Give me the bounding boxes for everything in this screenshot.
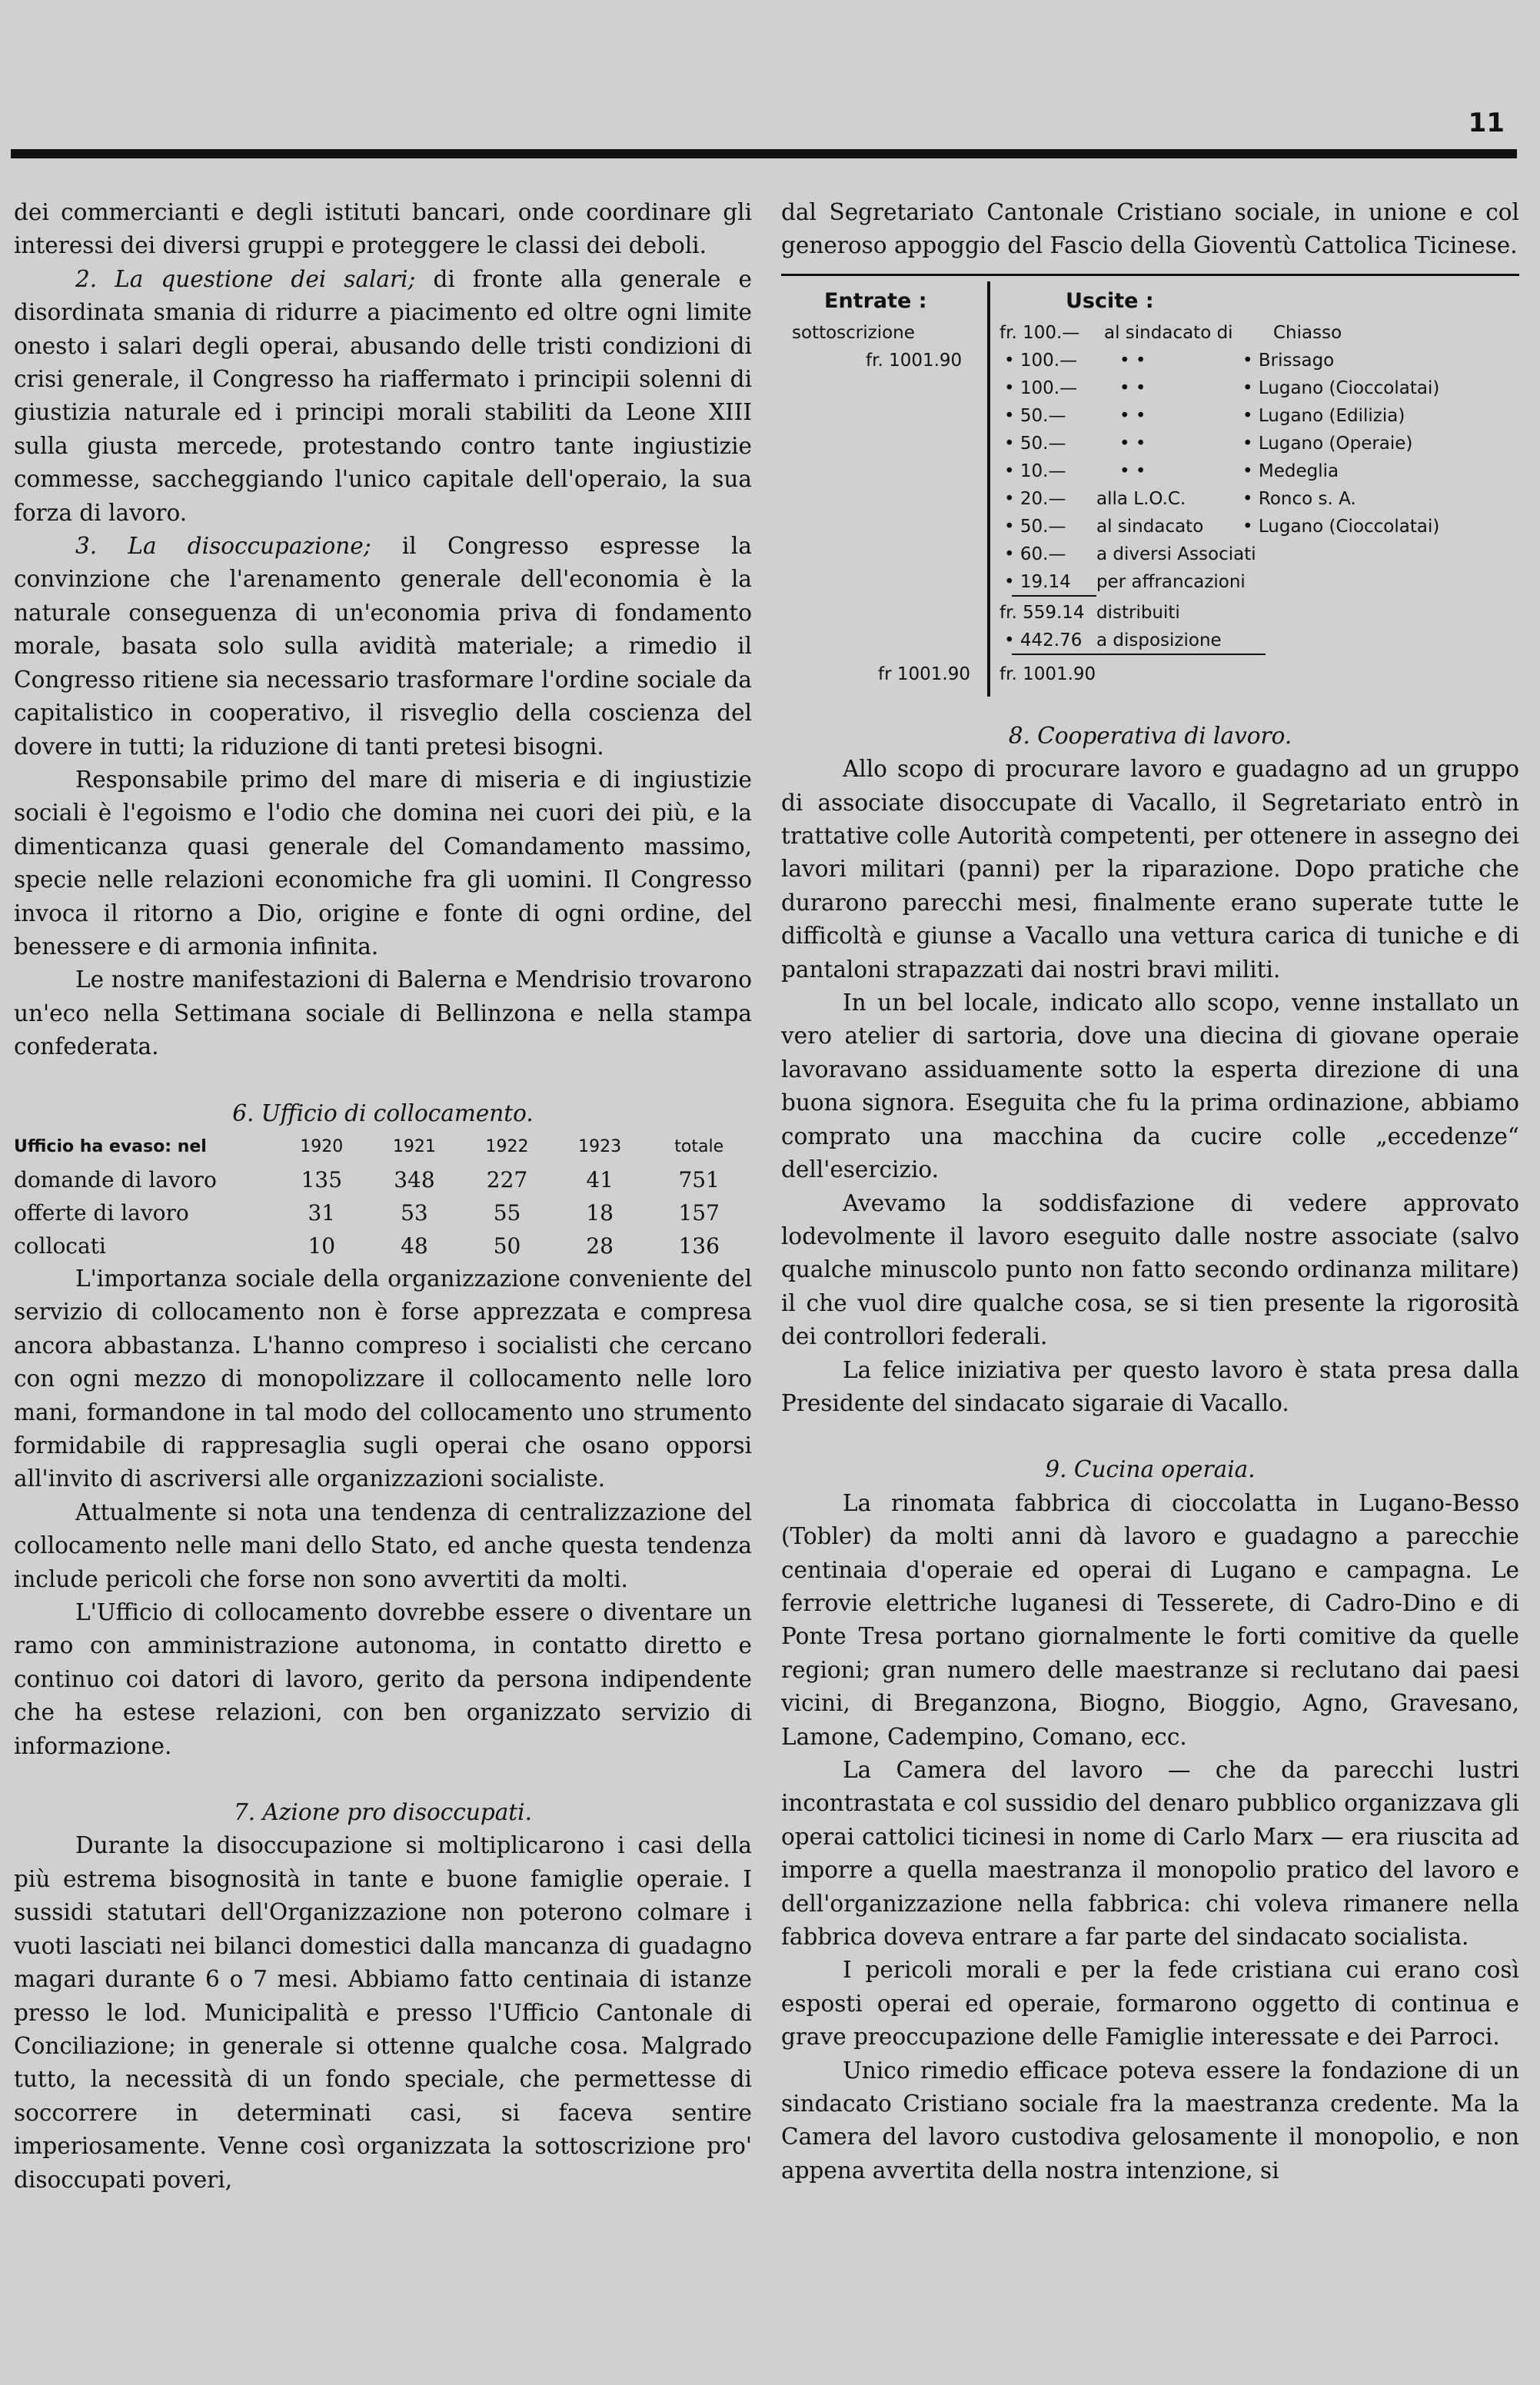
uscita-place: • Ronco s. A. (1242, 488, 1356, 509)
table-cell: 157 (678, 1199, 720, 1226)
distribuiti-amount: fr. 559.14 (1000, 602, 1085, 623)
disposizione-label: a disposizione (1096, 630, 1222, 650)
uscita-desc: • • (1119, 461, 1146, 481)
uscita-amount: • 19.14 (1004, 571, 1071, 592)
uscita-place: • Lugano (Edilizia) (1242, 405, 1405, 426)
uscita-amount: • 100.— (1004, 350, 1078, 371)
entrate-amount: fr. 1001.90 (866, 350, 963, 371)
header-rule (11, 149, 1517, 158)
table-header: 1922 (485, 1136, 529, 1156)
paragraph: Allo scopo di procurare lavoro e guadagno ad un gruppo di associate disoccupate di Vacallo, il Segretariato entrò in trattative colle Autorità competenti, per ottenere in assegno dei lavori militari (panni) per la riparazione. Dopo pratiche che durarono parecchi mesi, finalmente erano superate tutte le difficoltà e giunse a Vacallo una vettura carica di tuniche e di pantaloni strapazzati dai nostri bravi militi. (781, 756, 1519, 983)
row-label: collocati (14, 1232, 106, 1259)
table-cell: 751 (678, 1166, 720, 1192)
sum-rule (1012, 654, 1266, 655)
table-cell: 50 (493, 1232, 521, 1259)
uscita-desc: a diversi Associati (1096, 544, 1256, 564)
uscita-desc: • • (1119, 350, 1146, 371)
paragraph: Attualmente si nota una tendenza di centralizzazione del collocamento nelle mani dello Stato, ed anche questa tendenza include pericoli che forse non sono avvertiti da molti. (14, 1499, 752, 1592)
section-heading: 9. Cucina operaia. (1045, 1456, 1256, 1483)
paragraph: dal Segretariato Cantonale Cristiano sociale, in unione e col generoso appoggio del Fascio della Gioventù Cattolica Ticinese. (781, 199, 1519, 259)
paragraph-disoccupazione: 3. La disoccupazione; il Congresso espresse la convinzione che l'arenamento generale dell'economia è la naturale conseguenza di un'economia priva di fondamento morale, basata solo sulla avidità materiale; a rimedio il Congresso ritiene sia necessario trasformare l'ordine sociale da capitalistico in cooperativo, il risveglio della coscienza del dovere in tutti; la riduzione di tanti pretesi bisogni. (14, 533, 752, 760)
uscita-amount: • 60.— (1004, 544, 1066, 564)
uscita-desc: al sindacato di (1104, 322, 1233, 343)
left-column (14, 196, 752, 2197)
paragraph: La Camera del lavoro — che da parecchi lustri incontrastata e col sussidio del denaro pubblico organizzava gli operai cattolici ticinesi in nome di Carlo Marx — era riuscita ad imporre a quella maestranza il monopolio pratico del lavoro e dell'organizzazione nella fabbrica: chi voleva rimanere nella fabbrica doveva entrare a far parte del sindacato socialista. (781, 1757, 1519, 1951)
paragraph: In un bel locale, indicato allo scopo, venne installato un vero atelier di sartoria, dove una diecina di giovane operaie lavoravano assiduamente sotto la esperta direzione di una buona signora. Eseguita che fu la prima ordinazione, abbiamo comprato una macchina da cucire colle „eccedenze“ dell'esercizio. (781, 990, 1519, 1183)
page-number: 11 (1468, 108, 1505, 138)
paragraph: Le nostre manifestazioni di Balerna e Mendrisio trovarono un'eco nella Settimana sociale di Bellinzona e nella stampa confederata. (14, 966, 752, 1060)
spacer (781, 1420, 1519, 1453)
table-cell: 18 (586, 1199, 614, 1226)
uscita-place: • Brissago (1242, 350, 1335, 371)
spacer (14, 1763, 752, 1796)
table-header: Ufficio ha evaso: nel (14, 1136, 207, 1156)
table-cell: 31 (308, 1199, 336, 1226)
table-cell: 136 (678, 1232, 720, 1259)
right-column (781, 196, 1519, 2187)
paragraph: I pericoli morali e per la fede cristiana cui erano così esposti operai ed operaie, formarono oggetto di continua e grave preoccupazione delle Famiglie interessate e dei Parroci. (781, 1957, 1519, 2051)
table-row (14, 1196, 752, 1229)
paragraph-salari: 2. La questione dei salari; di fronte alla generale e disordinata smania di ridurre a piacimento ed oltre ogni limite onesto i salari degli operai, abusando delle tristi condizioni di crisi generale, il Congresso ha riaffermato i principii solenni di giustizia naturale ed i principi morali stabiliti da Leone XIII sulla giusta mercede, protestando contro tante ingiustizie commesse, saccheggiando l'unico capitale dell'operaio, la sua forza di lavoro. (14, 265, 752, 526)
paragraph: Avevamo la soddisfazione di vedere approvato lodevolmente il lavoro eseguito dalle nostre associate (salvo qualche minuscolo punto non fatto secondo ordinanza militare) il che vuol dire qualche cosa, se si tien presente la rigorosità dei controllori federali. (781, 1189, 1519, 1350)
entrate-total: fr 1001.90 (878, 664, 970, 684)
entrate-heading: Entrate : (824, 288, 927, 313)
uscita-amount: • 50.— (1004, 516, 1066, 537)
paragraph: Responsabile primo del mare di miseria e di ingiustizie sociali è l'egoismo e l'odio che domina nei cuori dei più, e la dimenticanza quasi generale del Comandamento massimo, specie nelle relazioni economiche fra gli uomini. Il Congresso invoca il ritorno a Dio, origine e fonte di ogni ordine, del benessere e di armonia infinita. (14, 766, 752, 960)
section-heading: 7. Azione pro disoccupati. (234, 1799, 532, 1826)
accounts-table (781, 274, 1519, 720)
table-cell: 28 (586, 1232, 614, 1259)
table-cell: 10 (308, 1232, 336, 1259)
accounts-top-rule (781, 274, 1519, 276)
uscita-desc: • • (1119, 378, 1146, 398)
spacer (14, 1064, 752, 1097)
uscita-desc: per affrancazioni (1096, 571, 1246, 592)
uscita-amount: • 50.— (1004, 405, 1066, 426)
uscita-place: • Medeglia (1242, 461, 1339, 481)
section-heading: 6. Ufficio di collocamento. (232, 1099, 534, 1126)
table-cell: 135 (301, 1166, 343, 1192)
table-cell: 348 (394, 1166, 435, 1192)
table-header: 1923 (578, 1136, 622, 1156)
uscita-amount: • 50.— (1004, 433, 1066, 454)
table-header: totale (674, 1136, 724, 1156)
uscite-heading: Uscite : (1066, 288, 1154, 313)
uscita-amount: • 10.— (1004, 461, 1066, 481)
uscita-place: Chiasso (1273, 322, 1342, 343)
table-cell: 53 (401, 1199, 428, 1226)
disposizione-amount: • 442.76 (1004, 630, 1083, 650)
paragraph: La rinomata fabbrica di cioccolatta in Lugano-Besso (Tobler) da molti anni dà lavoro e guadagno a parecchie centinaia d'operaie ed operai di Lugano e campagna. Le ferrovie elettriche luganesi di Tesserete, di Cadro-Dino e di Ponte Tresa portano giornalmente le forti comitive da quelle regioni; gran numero delle maestranze si reclutano dai paesi vicini, di Breganzona, Biogno, Bioggio, Agno, Gravesano, Lamone, Cadempino, Comano, ecc. (781, 1489, 1519, 1750)
section-heading: 8. Cooperativa di lavoro. (1008, 722, 1292, 749)
paragraph: La felice iniziativa per questo lavoro è stata presa dalla Presidente del sindacato sigaraie di Vacallo. (781, 1356, 1519, 1416)
accounts-divider (987, 281, 990, 697)
uscita-desc: • • (1119, 433, 1146, 454)
table-row (14, 1229, 752, 1262)
uscita-desc: alla L.O.C. (1096, 488, 1186, 509)
table-cell: 41 (586, 1166, 614, 1192)
paragraph: Unico rimedio efficace poteva essere la fondazione di un sindacato Cristiano sociale fra la maestranza credente. Ma la Camera del lavoro custodiva gelosamente il monopolio, e non appena avvertita della nostra intenzione, si (781, 2057, 1519, 2184)
table-row (14, 1163, 752, 1196)
table-header-row (14, 1130, 752, 1163)
table-cell: 227 (486, 1166, 528, 1192)
table-cell: 55 (493, 1199, 521, 1226)
paragraph: L'importanza sociale della organizzazione conveniente del servizio di collocamento non è forse apprezzata e compresa ancora abbastanza. L'hanno compreso i socialisti che cercano con ogni mezzo di monopolizzare il collocamento nelle loro mani, formandone in tal modo del collocamento uno strumento formidabile di rappresaglia sugli operai che osano opporsi all'invito di ascriversi alle organizzazioni socialiste. (14, 1265, 752, 1492)
table-cell: 48 (401, 1232, 428, 1259)
row-label: offerte di lavoro (14, 1199, 189, 1226)
uscita-desc: • • (1119, 405, 1146, 426)
uscita-place: • Lugano (Cioccolatai) (1242, 378, 1440, 398)
uscita-desc: al sindacato (1096, 516, 1204, 537)
entrate-label: sottoscrizione (792, 322, 915, 343)
uscita-amount: • 100.— (1004, 378, 1078, 398)
uscita-place: • Lugano (Cioccolatai) (1242, 516, 1440, 537)
table-header: 1921 (392, 1136, 436, 1156)
table-header: 1920 (300, 1136, 344, 1156)
row-label: domande di lavoro (14, 1166, 217, 1192)
paragraph-lead: 3. La disoccupazione; (75, 533, 371, 560)
sum-rule (1012, 595, 1096, 597)
placement-table (14, 1130, 752, 1262)
uscita-amount: • 20.— (1004, 488, 1066, 509)
uscita-place: • Lugano (Operaie) (1242, 433, 1413, 454)
paragraph: Durante la disoccupazione si moltiplicarono i casi della più estrema bisognosità in tante e buone famiglie operaie. I sussidi statutari dell'Organizzazione non poterono colmare i vuoti lasciati nei bilanci domestici dalla mancanza di guadagno magari durante 6 o 7 mesi. Abbiamo fatto centinaia di istanze presso le lod. Municipalità e presso l'Ufficio Cantonale di Conciliazione; in generale si ottenne qualche cosa. Malgrado tutto, la necessità di un fondo speciale, che permettesse di soccorrere in determinati casi, si faceva sentire imperiosamente. Venne così organizzata la sottoscrizione pro' disoccupati poveri, (14, 1832, 752, 2193)
distribuiti-label: distribuiti (1096, 602, 1180, 623)
paragraph-lead: 2. La questione dei salari; (75, 265, 416, 292)
paragraph: dei commercianti e degli istituti bancari, onde coordinare gli interessi dei diversi gruppi e proteggere le classi dei deboli. (14, 199, 752, 259)
uscite-total: fr. 1001.90 (1000, 664, 1096, 684)
paragraph: L'Ufficio di collocamento dovrebbe essere o diventare un ramo con amministrazione autonoma, in contatto diretto e continuo coi datori di lavoro, gerito da persona indipendente che ha estese relazioni, con ben organizzato servizio di informazione. (14, 1599, 752, 1759)
uscita-amount: fr. 100.— (1000, 322, 1080, 343)
